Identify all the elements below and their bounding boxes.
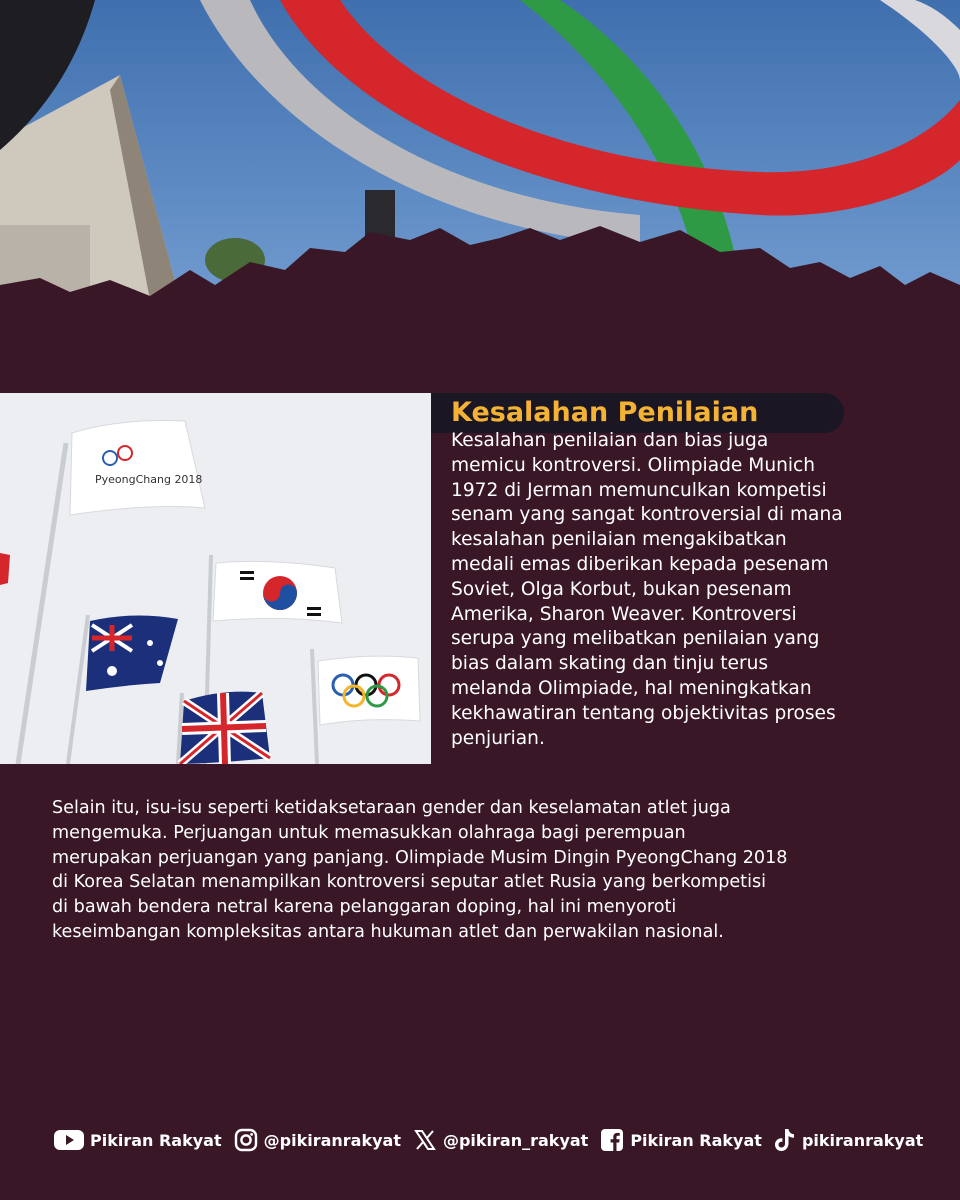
social-footer (54, 1124, 924, 1156)
instagram-label: @pikiranrakyat (263, 1130, 401, 1150)
flags-image (0, 393, 431, 764)
instagram-link[interactable] (234, 1128, 401, 1152)
flags-photo (0, 393, 431, 764)
x-link[interactable] (413, 1128, 588, 1152)
tiktok-link[interactable] (774, 1128, 923, 1152)
youtube-link[interactable] (54, 1129, 222, 1151)
facebook-link[interactable] (600, 1128, 762, 1152)
youtube-icon (54, 1129, 84, 1151)
tiktok-label: pikiranrakyat (801, 1130, 924, 1150)
body-paragraph: Selain itu, isu-isu seperti ketidaksetaraan gender dan keselamatan atlet juga mengemuka. Perjuangan untuk memasukkan olahraga bagi perempuan merupakan perjuangan yang panjang. Olimpiade Musim Dingin PyeongChang 2018 di Korea Selatan menampilkan kontroversi seputar atlet Rusia yang berkompetisi di bawah bendera netral karena pelanggaran doping, hal ini menyoroti keseimbangan kompleksitas antara hukuman atlet dan perwakilan nasional. (52, 798, 788, 942)
flag-text: PyeongChang 2018 (95, 473, 203, 486)
youtube-label: Pikiran Rakyat (90, 1130, 222, 1150)
olympic-rings-sculpture-image (0, 0, 960, 360)
facebook-icon (600, 1128, 624, 1152)
section-heading: Kesalahan Penilaian (451, 397, 759, 428)
tiktok-icon (774, 1128, 796, 1152)
hero-photo (0, 0, 960, 360)
facebook-label: Pikiran Rakyat (630, 1130, 762, 1150)
x-icon (413, 1128, 437, 1152)
section-paragraph: Kesalahan penilaian dan bias juga memicu kontroversi. Olimpiade Munich 1972 di Jerman memunculkan kompetisi senam yang sangat kontroversial di mana kesalahan penilaian mengakibatkan medali emas diberikan kepada pesenam Soviet, Olga Korbut, bukan pesenam Amerika, Sharon Weaver. Kontroversi serupa yang melibatkan penilaian yang bias dalam skating dan tinju terus melanda Olimpiade, hal meningkatkan kekhawatiran tentang objektivitas proses penjurian. (451, 430, 843, 749)
x-label: @pikiran_rakyat (442, 1130, 589, 1150)
instagram-icon (234, 1128, 258, 1152)
